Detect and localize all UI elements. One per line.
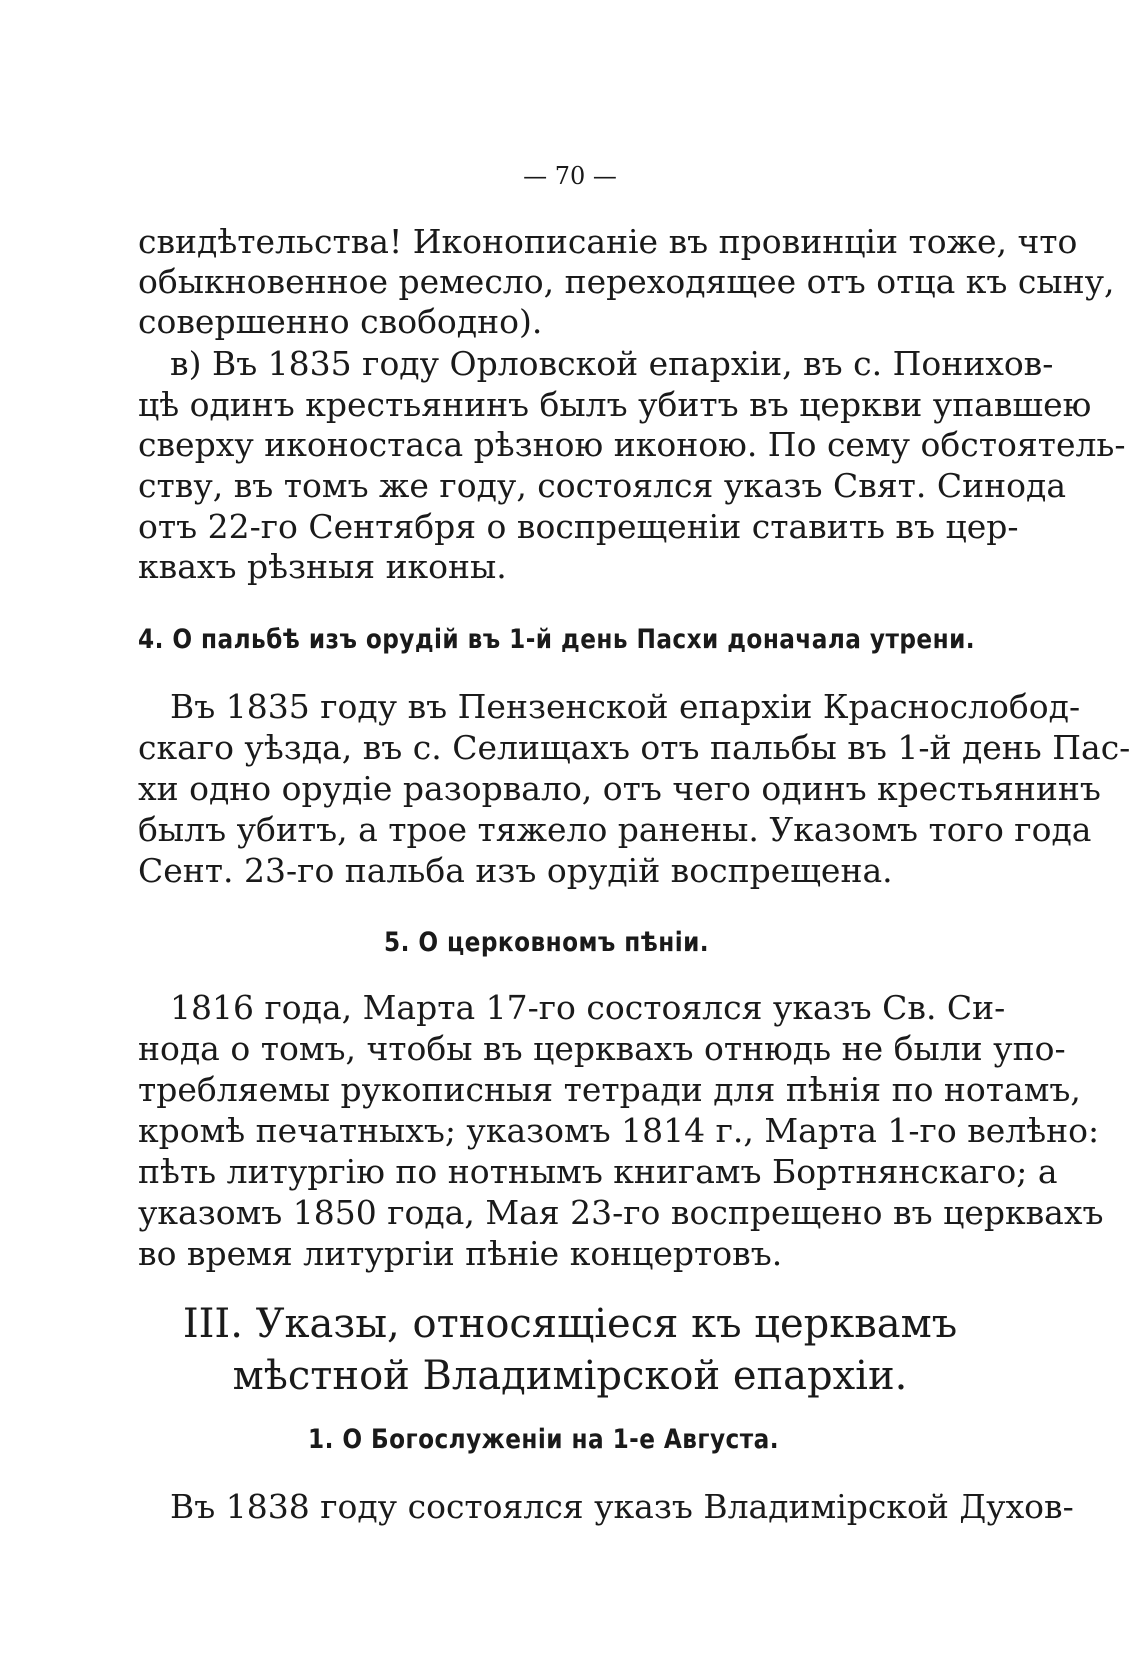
section-heading: 1. О Богослуженіи на 1-е Августа. xyxy=(308,1424,779,1455)
text-line: во время литургіи пѣніе концертовъ. xyxy=(138,1234,783,1273)
text-line: обыкновенное ремесло, переходящее отъ отца къ сыну, xyxy=(138,262,1115,301)
text-line: свидѣтельства! Иконописаніе въ провинціи тоже, что xyxy=(138,222,1078,261)
text-line: отъ 22-го Сентября о воспрещеніи ставить въ цер- xyxy=(138,507,1019,546)
text-line: ству, въ томъ же году, состоялся указъ Свят. Синода xyxy=(138,466,1067,505)
text-line: нода о томъ, чтобы въ церквахъ отнюдь не были упо- xyxy=(138,1029,1066,1068)
part-title-line-2: мѣстной Владимірской епархіи. xyxy=(232,1353,908,1399)
text-line: пѣть литургію по нотнымъ книгамъ Бортнянскаго; а xyxy=(138,1152,1058,1191)
text-line: цѣ одинъ крестьянинъ былъ убитъ въ церкви упавшею xyxy=(138,385,1092,424)
text-line: хи одно орудіе разорвало, отъ чего одинъ крестьянинъ xyxy=(138,769,1101,808)
page-number: — 70 — xyxy=(523,162,617,190)
section-heading: 4. О пальбѣ изъ орудій въ 1-й день Пасхи доначала утрени. xyxy=(138,624,976,655)
text-line: 1816 года, Марта 17-го состоялся указъ Св. Си- xyxy=(170,988,1006,1027)
text-line: указомъ 1850 года, Мая 23-го воспрещено въ церквахъ xyxy=(138,1193,1104,1232)
text-line: совершенно свободно). xyxy=(138,302,543,341)
text-line: Въ 1838 году состоялся указъ Владимірской Духов- xyxy=(170,1487,1074,1526)
text-line: квахъ рѣзныя иконы. xyxy=(138,547,507,586)
section-heading: 5. О церковномъ пѣніи. xyxy=(384,927,710,958)
text-line: былъ убитъ, а трое тяжело ранены. Указомъ того года xyxy=(138,810,1092,849)
text-line: в) Въ 1835 году Орловской епархіи, въ с. Понихов- xyxy=(170,344,1054,383)
text-line: Сент. 23-го пальба изъ орудій воспрещена. xyxy=(138,851,893,890)
text-line: Въ 1835 году въ Пензенской епархіи Краснослобод- xyxy=(170,687,1081,726)
text-line: сверху иконостаса рѣзною иконою. По сему обстоятель- xyxy=(138,425,1126,464)
text-line: скаго уѣзда, въ с. Селищахъ отъ пальбы въ 1-й день Пас- xyxy=(138,728,1131,767)
text-line: требляемы рукописныя тетради для пѣнія по нотамъ, xyxy=(138,1070,1081,1109)
text-line: кромѣ печатныхъ; указомъ 1814 г., Марта 1-го велѣно: xyxy=(138,1111,1100,1150)
part-title-line-1: III. Указы, относящіеся къ церквамъ xyxy=(182,1301,958,1347)
